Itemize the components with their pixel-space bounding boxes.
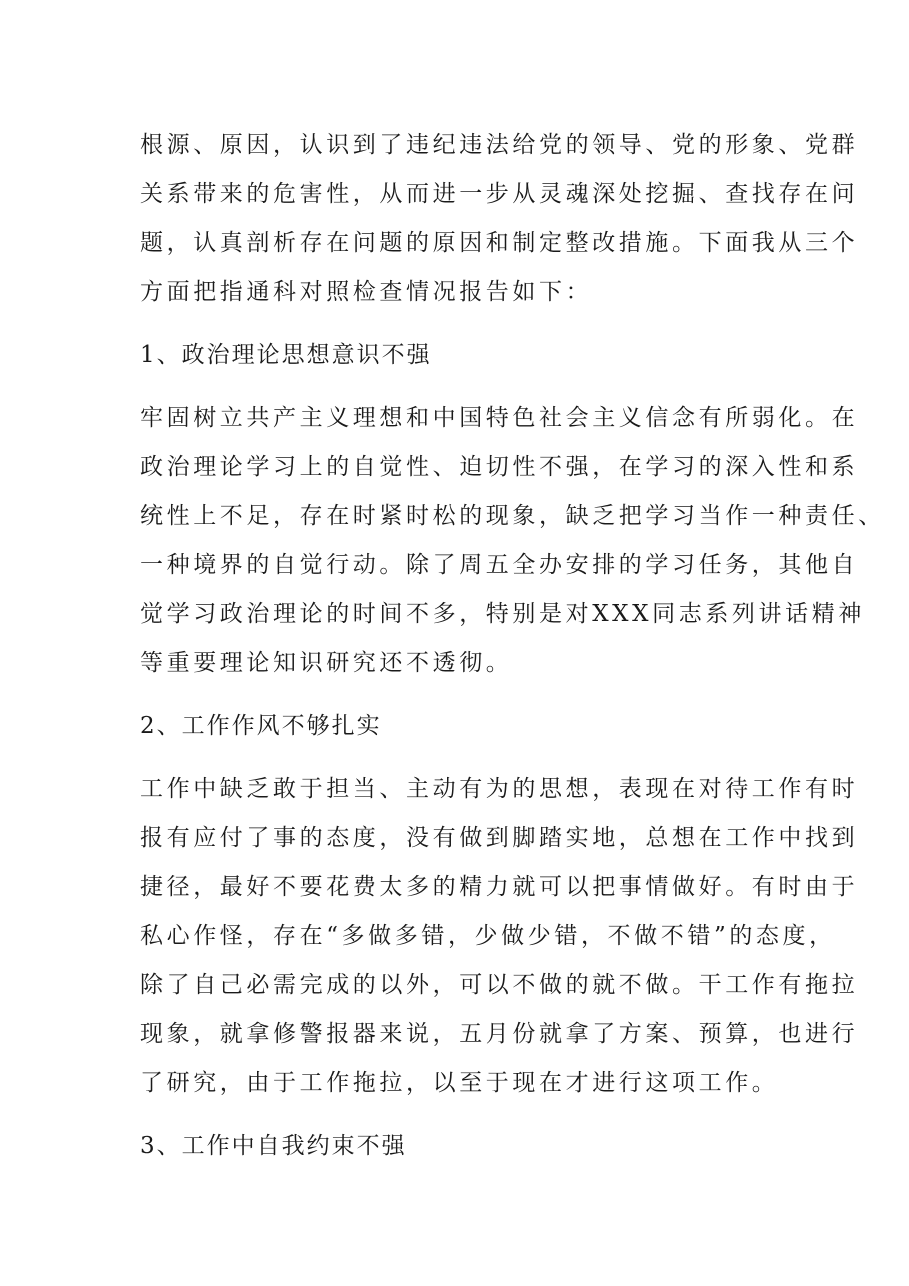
text-line: 捷径，最好不要花费太多的精力就可以把事情做好。有时由于 (140, 874, 859, 900)
text-line: 工作中缺乏敢于担当、主动有为的思想，表现在对待工作有时 (140, 776, 859, 802)
text-line: 等重要理论知识研究还不透彻。 (140, 650, 513, 676)
text-line: 题，认真剖析存在问题的原因和制定整改措施。下面我从三个 (140, 230, 859, 256)
text-line: 觉学习政治理论的时间不多，特别是对XXX同志系列讲话精神 (140, 601, 865, 627)
text-line: 报有应付了事的态度，没有做到脚踏实地，总想在工作中找到 (140, 825, 859, 851)
text-line: 现象，就拿修警报器来说，五月份就拿了方案、预算，也进行 (140, 1021, 859, 1047)
text-line: 根源、原因，认识到了违纪违法给党的领导、党的形象、党群 (140, 132, 859, 158)
text-line: 私心作怪，存在“多做多错，少做少错，不做不错”的态度， (140, 923, 836, 949)
text-line: 方面把指通科对照检查情况报告如下： (140, 279, 593, 305)
text-line: 关系带来的危害性，从而进一步从灵魂深处挖掘、查找存在问 (140, 181, 859, 207)
section-heading-2: 2、工作作风不够扎实 (140, 713, 382, 739)
section-heading-1: 1、政治理论思想意识不强 (140, 342, 432, 368)
text-line: 统性上不足，存在时紧时松的现象，缺乏把学习当作一种责任、 (140, 503, 885, 529)
text-line: 了研究，由于工作拖拉，以至于现在才进行这项工作。 (140, 1070, 779, 1096)
text-line: 牢固树立共产主义理想和中国特色社会主义信念有所弱化。在 (140, 405, 859, 431)
text-line: 政治理论学习上的自觉性、迫切性不强，在学习的深入性和系 (140, 454, 859, 480)
section-heading-3: 3、工作中自我约束不强 (140, 1133, 407, 1159)
text-line: 一种境界的自觉行动。除了周五全办安排的学习任务，其他自 (140, 552, 859, 578)
text-line: 除了自己必需完成的以外，可以不做的就不做。干工作有拖拉 (140, 972, 859, 998)
